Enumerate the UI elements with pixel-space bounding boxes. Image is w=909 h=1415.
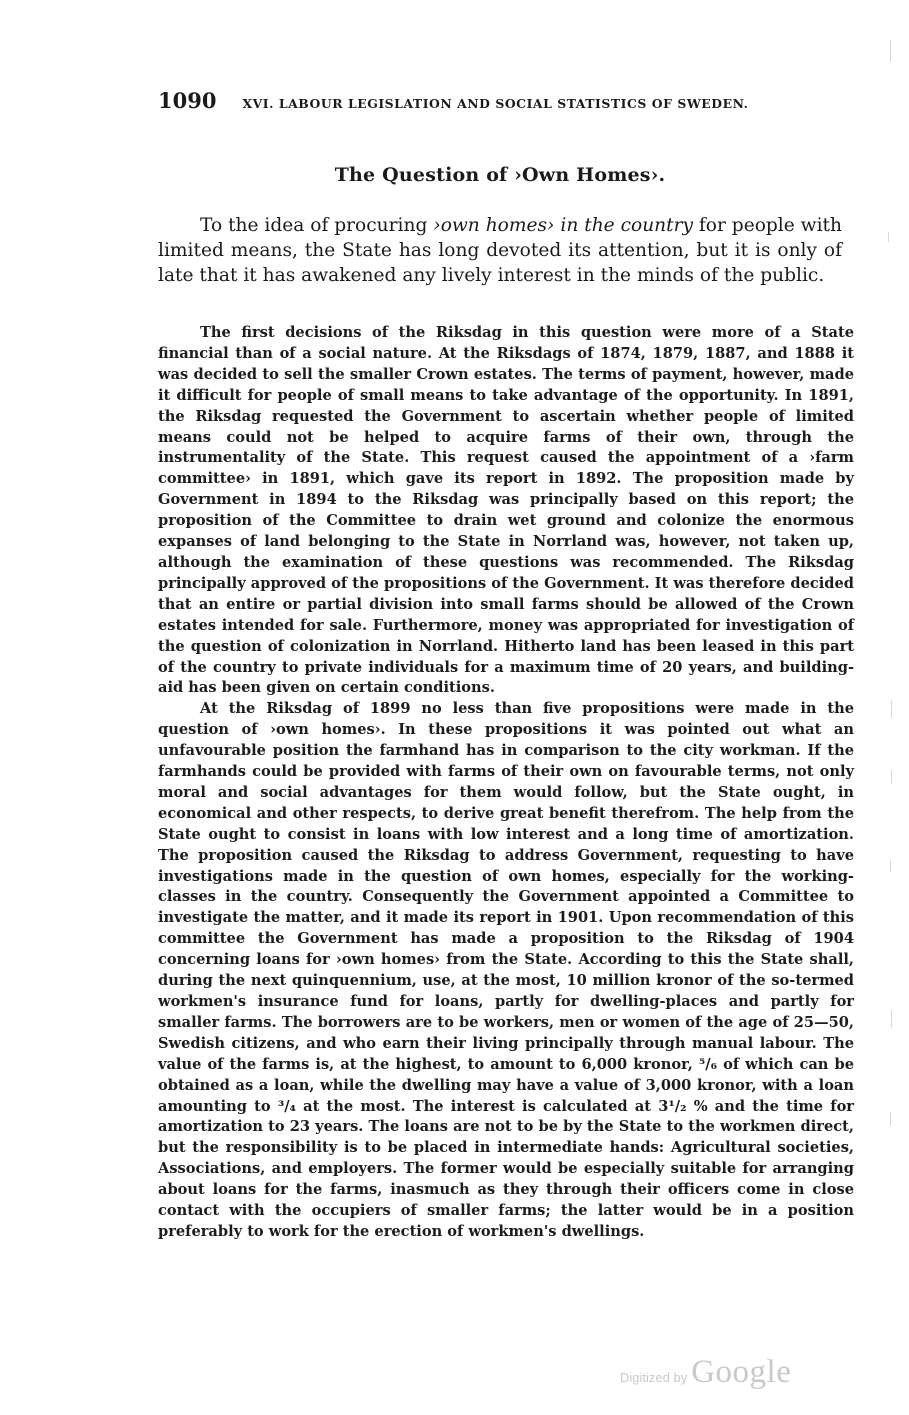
paragraph-2: At the Riksdag of 1899 no less than five propositions were made in the question of ›own homes›. In these propositions it was pointed out what an unfavourable position the farmhand has in comparison to the city workman. If the farmhands could be provided with farms of their own on favourable terms, not only moral and social advantages for them would follow, but the State ought, in economical and other respects, to derive great benefit therefrom. The help from the State ought to consist in loans with low interest and a long time of amortization. The proposition caused the Riksdag to address Government, requesting to have investigations made in the question of own homes, especially for the working-classes in the country. Consequently the Government appointed a Committee to investigate the matter, and it made its report in 1901. Upon recommendation of this committee the Government has made a proposition to the Riksdag of 1904 concerning loans for ›own homes› from the State. According to this the State shall, during the next quinquennium, use, at the most, 10 million kronor of the so-termed workmen's insurance fund for loans, partly for dwelling-places and partly for smaller farms. The borrowers are to be workers, men or women of the age of 25—50, Swedish citizens, and who earn their living principally through manual labour. The value of the farms is, at the highest, to amount to 6,000 kronor, ⁵/₆ of which can be obtained as a loan, while the dwelling may have a value of 3,000 kronor, with a loan amounting to ³/₄ at the most. The interest is calculated at 3¹/₂ % and the time for amortization to 23 years. The loans are not to be by the State to the workmen direct, but the responsibility is to be placed in intermediate hands: Agricultural societies, Associations, and employers. The former would be especially suitable for arranging about loans for the farms, inasmuch as they through their officers come in close contact with the occupiers of smaller farms; the latter would be in a position preferably to work for the erection of workmen's dwellings. <box>158 700 854 1240</box>
lead-text-start: To the idea of procuring <box>200 215 434 236</box>
watermark-prefix: Digitized by <box>620 1370 688 1385</box>
running-head: XVI. LABOUR LEGISLATION AND SOCIAL STATISTICS OF SWEDEN. <box>242 96 749 111</box>
lead-paragraph <box>158 213 842 289</box>
digitized-by-google-watermark <box>620 1354 791 1391</box>
lead-italic-phrase: ›own homes› in the country <box>433 215 694 236</box>
running-header <box>158 88 798 118</box>
section-title: The Question of ›Own Homes›. <box>334 164 666 186</box>
lead-text-end: for people with limited means, the State has long devoted its attention, but it is only of late that it has awakened any lively interest in the minds of the public. <box>158 215 842 287</box>
google-logo: Google <box>691 1354 792 1390</box>
page-number: 1090 <box>158 88 217 113</box>
paragraph-1: The first decisions of the Riksdag in this question were more of a State financial than of a social nature. At the Riksdags of 1874, 1879, 1887, and 1888 it was decided to sell the smaller Crown estates. The terms of payment, however, made it difficult for people of small means to take advantage of the opportunity. In 1891, the Riksdag requested the Government to ascertain whether people of limited means could not be helped to acquire farms of their own, through the instrumentality of the State. This request caused the appointment of a ›farm committee› in 1891, which gave its report in 1892. The proposition made by Government in 1894 to the Riksdag was principally based on this report; the proposition of the Committee to drain wet ground and colonize the enormous expanses of land belonging to the State in Norrland was, however, not taken up, although the examination of these questions was recommended. The Riksdag principally approved of the propositions of the Government. It was therefore decided that an entire or partial division into small farms should be allowed of the Crown estates intended for sale. Furthermore, money was appropriated for investigation of the question of colonization in Norrland. Hitherto land has been leased in this part of the country to private individuals for a maximum time of 20 years, and building-aid has been given on certain conditions. <box>158 324 854 697</box>
body-text <box>158 323 854 1243</box>
scan-margin-marks <box>886 0 906 1415</box>
